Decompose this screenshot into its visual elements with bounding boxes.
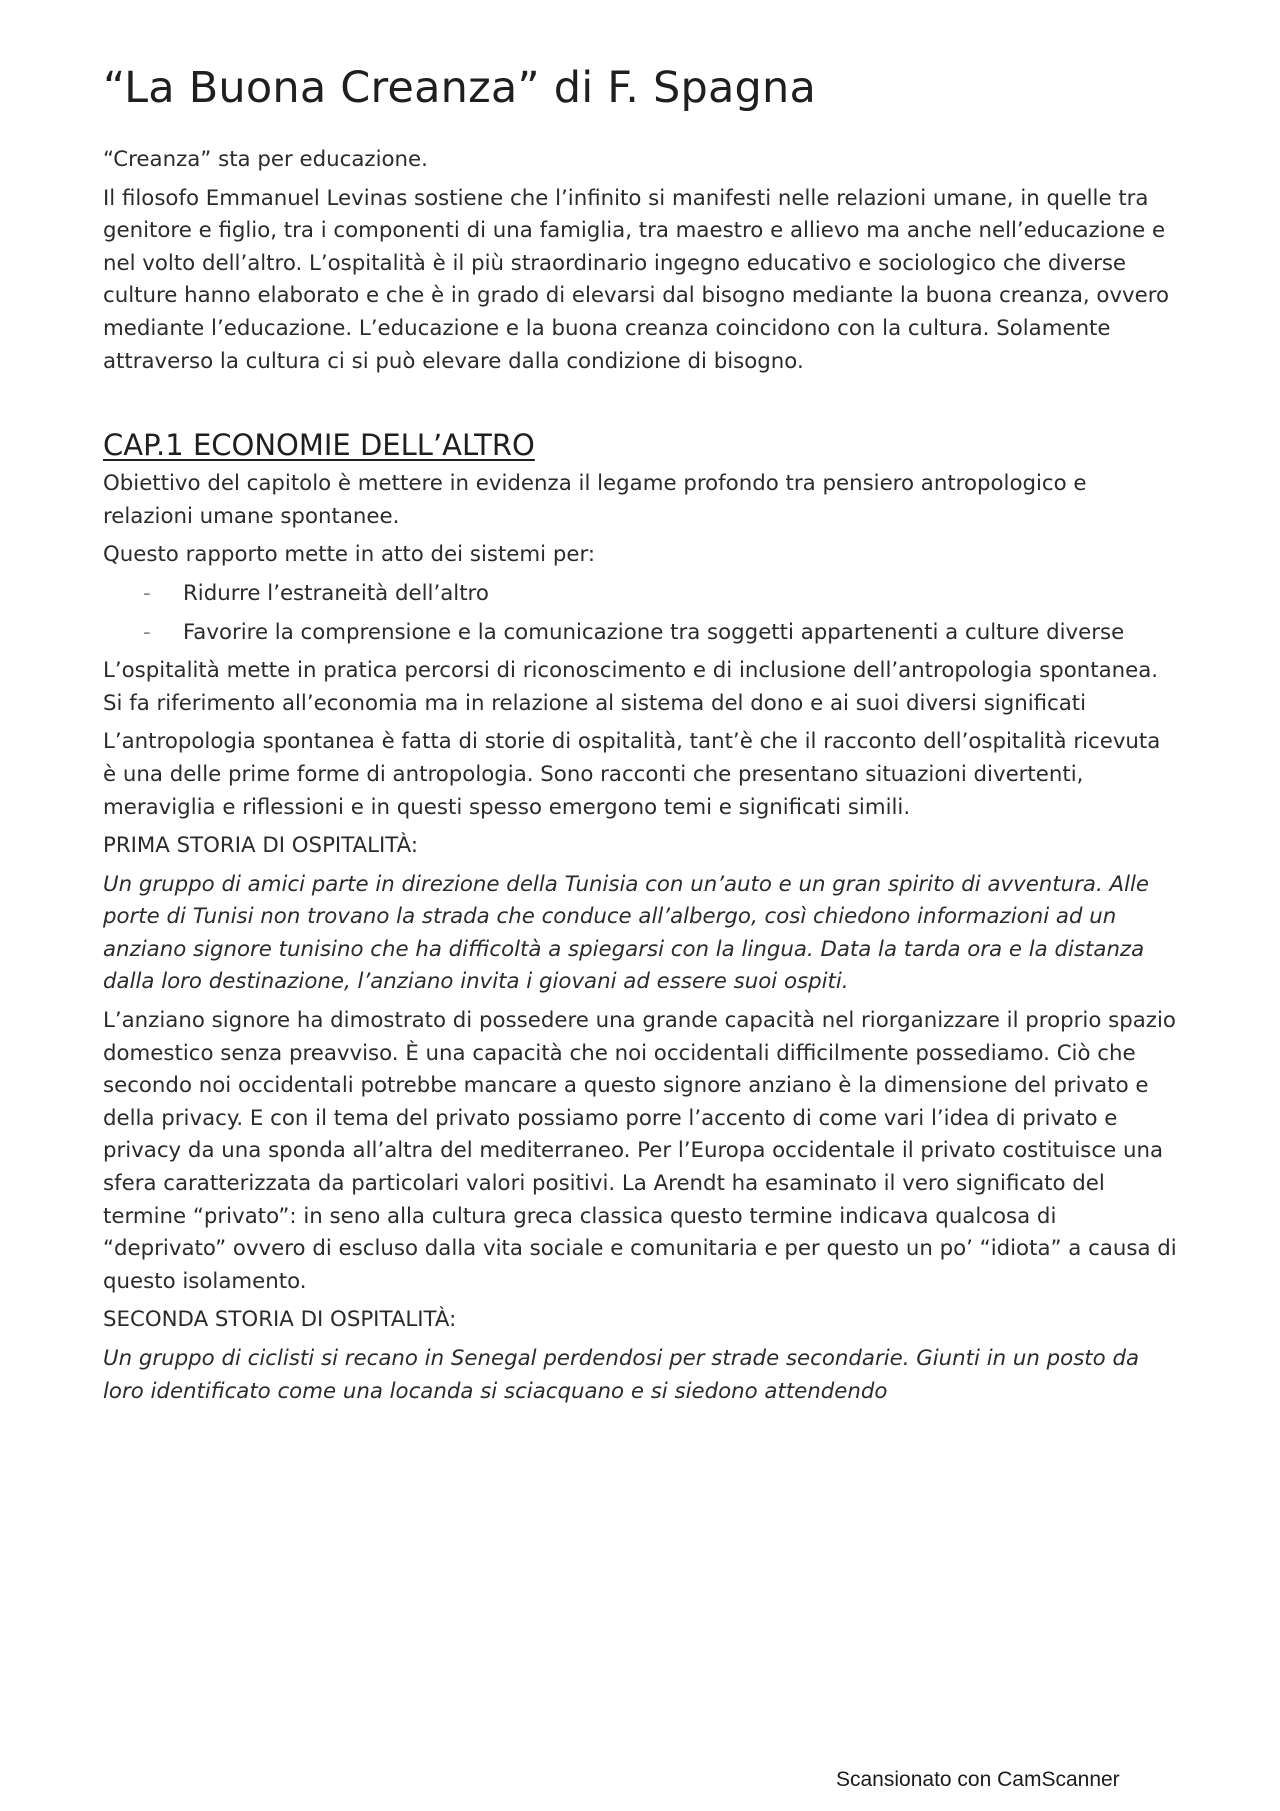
list-item-text: Ridurre l’estraneità dell’altro: [183, 580, 489, 606]
dash-bullet: -: [143, 619, 151, 645]
chapter-paragraph-1: Obiettivo del capitolo è mettere in evidenza il legame profondo tra pensiero antropologico e relazioni umane spontanee.: [103, 471, 1087, 529]
list-item-text: Favorire la comprensione e la comunicazione tra soggetti appartenenti a culture diverse: [183, 619, 1125, 645]
list-item: [143, 578, 1178, 611]
document-title: “La Buona Creanza” di F. Spagna: [103, 63, 817, 113]
chapter-paragraph-5: L’anziano signore ha dimostrato di possedere una grande capacità nel riorganizzare il proprio spazio domestico senza preavviso. È una capacità che noi occidentali difficilmente possediamo. Ciò che secondo noi occidentali potrebbe mancare a questo signore anziano è la dimensione del privato e della privacy. E con il tema del privato possiamo porre l’accento di come vari l’idea di privato e privacy da una sponda all’altra del mediterraneo. Per l’Europa occidentale il privato costituisce una sfera caratterizzata da particolari valori positivi. La Arendt ha esaminato il vero significato del termine “privato”: in seno alla cultura greca classica questo termine indicava qualcosa di “deprivato” ovvero di escluso dalla vita sociale e comunitaria e per questo un po’ “idiota” a causa di questo isolamento.: [103, 1008, 1177, 1294]
scanner-watermark: Scansionato con CamScanner: [836, 1768, 1120, 1791]
chapter-paragraph-4: L’antropologia spontanea è fatta di storie di ospitalità, tant’è che il racconto dell’ospitalità ricevuta è una delle prime forme di antropologia. Sono racconti che presentano situazioni divertenti, meraviglia e riflessioni e in questi spesso emergono temi e significati simili.: [103, 729, 1161, 820]
chapter-paragraph-3: L’ospitalità mette in pratica percorsi di riconoscimento e di inclusione dell’antropologia spontanea. Si fa riferimento all’economia ma in relazione al sistema del dono e ai suoi diversi significati: [103, 658, 1159, 716]
chapter-heading: CAP.1 ECONOMIE DELL’ALTRO: [103, 428, 535, 463]
document-page: [103, 62, 1178, 1414]
story-2-heading: SECONDA STORIA DI OSPITALITÀ:: [103, 1307, 457, 1333]
list-item: [143, 617, 1178, 650]
chapter-paragraph-2: Questo rapporto mette in atto dei sistemi per:: [103, 542, 596, 568]
story-1-heading: PRIMA STORIA DI OSPITALITÀ:: [103, 833, 418, 859]
dash-list: [103, 578, 1178, 649]
intro-paragraph-1: “Creanza” sta per educazione.: [103, 147, 428, 172]
intro-paragraph-2: Il filosofo Emmanuel Levinas sostiene che l’infinito si manifesti nelle relazioni umane, in quelle tra genitore e figlio, tra i componenti di una famiglia, tra maestro e allievo ma anche nell’educazione e nel volto dell’altro. L’ospitalità è il più straordinario ingegno educativo e sociologico che diverse culture hanno elaborato e che è in grado di elevarsi dal bisogno mediante la buona creanza, ovvero mediante l’educazione. L’educazione e la buona creanza coincidono con la cultura. Solamente attraverso la cultura ci si può elevare dalla condizione di bisogno.: [103, 185, 1170, 374]
story-2-text: Un gruppo di ciclisti si recano in Senegal perdendosi per strade secondarie. Giunti in un posto da loro identificato come una locanda si sciacquano e si siedono attendendo: [103, 1346, 1140, 1404]
story-1-text: Un gruppo di amici parte in direzione della Tunisia con un’auto e un gran spirito di avventura. Alle porte di Tunisi non trovano la strada che conduce all’albergo, così chiedono informazioni ad un anziano signore tunisino che ha difficoltà a spiegarsi con la lingua. Data la tarda ora e la distanza dalla loro destinazione, l’anziano invita i giovani ad essere suoi ospiti.: [103, 871, 1150, 995]
dash-bullet: -: [143, 580, 151, 606]
